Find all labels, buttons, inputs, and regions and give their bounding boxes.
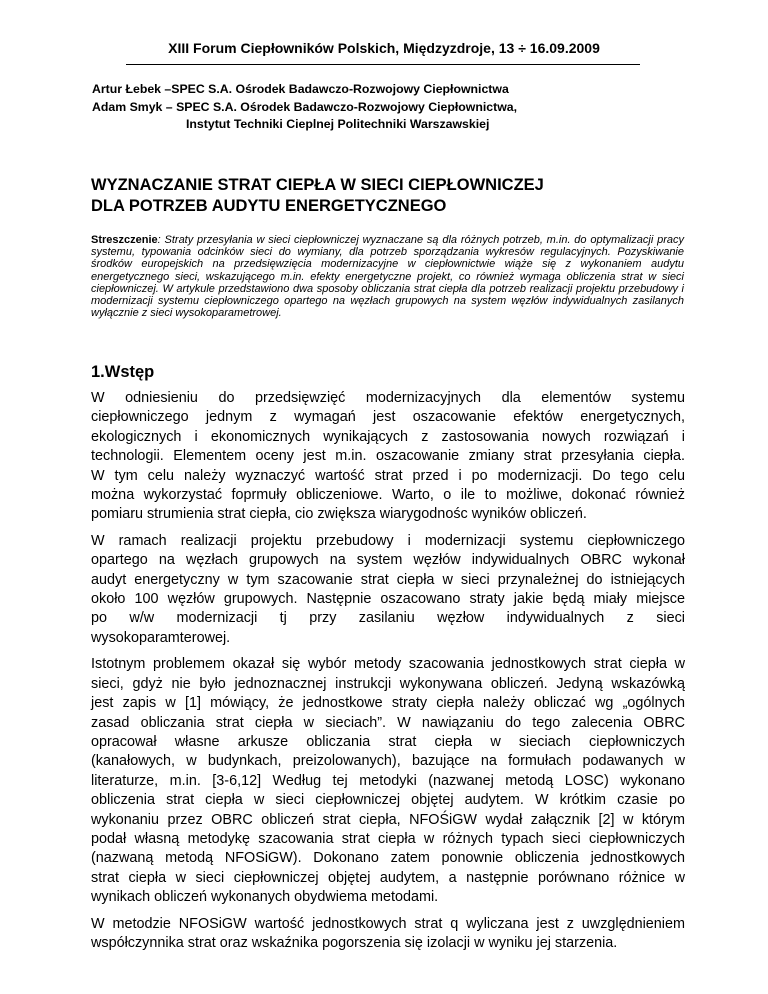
text-line: zasad obliczania strat ciepła w sieciach”. W nawiązaniu do tego zalecenia OBRC: [91, 714, 685, 731]
author-block: [92, 81, 517, 134]
text-line: W ramach realizacji projektu przebudowy i modernizacji systemu ciepłowniczego: [91, 532, 685, 549]
body-paragraph: [91, 915, 685, 954]
text-line: obliczenia strat ciepła w sieci ciepłowniczej objętej audytem. W krótkim czasie po: [91, 792, 685, 809]
text-line: można wykorzystać foprmuły obliczeniowe. Warto, o ile to możliwe, dokonać również: [91, 487, 685, 504]
title-line: DLA POTRZEB AUDYTU ENERGETYCZNEGO: [91, 197, 447, 215]
text-line: opartego na węzłach grupowych na system węzłów indywidualnych OBRC wykonał: [91, 552, 685, 569]
text-line: podał własną metodykę szacowania strat ciepła w różnych typach sieci ciepłowniczych: [91, 830, 685, 847]
abstract-text: : Straty przesyłania w sieci ciepłowniczej wyznaczane są dla różnych potrzeb, m.in. do optymalizacji pracy systemu, typowania odcinków sieci do wymiany, dla potrzeb sporządzania wykresów regulacyjnych. Pozyskiwanie środków europejskich na przedsięwzięcia modernizacyjne w ciepłownictwie wiąże się z wykonaniem audytu energetycznego sieci, wskazującego m.in. efekty energetyczne projekt, co również wymaga obliczenia strat w sieci ciepłowniczej. W artykule przedstawiono dwa sposoby obliczania strat ciepła dla potrzeb realizacji projektu przebudowy i modernizacji systemu ciepłowniczego opartego na węzłach grupowych na system węzłów indywidualnych zasilanych wyłącznie z sieci wysokoparametrowej.: [91, 234, 684, 320]
text-line: wysokoparamterowej.: [91, 629, 231, 646]
author-line: Artur Łebek –SPEC S.A. Ośrodek Badawczo-Rozwojowy Ciepłownictwa: [92, 82, 509, 96]
text-line: (kanałowych, w budynkach, preizolowanych), bazujące na formułach podawanych w: [91, 753, 685, 770]
text-line: ekologicznych i ekonomicznych wynikających z zastosowania nowych rozwiązań i: [91, 428, 685, 445]
text-line: opracował własne arkusze obliczania strat ciepła w sieciach ciepłowniczych: [91, 733, 685, 750]
text-line: wykonaniu przez OBRC obliczeń strat ciepła, NFOŚiGW wydał załącznik [2] w którym: [91, 811, 685, 828]
text-line: pomiaru strumienia strat ciepła, cio zwiększa wiarygodnośc wyników obliczeń.: [91, 506, 587, 523]
body-paragraph: [91, 532, 685, 648]
text-line: wynikach obliczeń wykonanych obydwiema metodami.: [91, 889, 439, 906]
header-rule: [126, 64, 640, 65]
text-line: po w/w modernizacji tj przy zasilaniu węzłow indywidualnych z sieci: [91, 610, 685, 627]
title-line: WYZNACZANIE STRAT CIEPŁA W SIECI CIEPŁOWNICZEJ: [91, 176, 544, 194]
text-line: W tym celu należy wyznaczyć wartość strat przed i po modernizacji. Do tego celu: [91, 467, 685, 484]
abstract: [91, 234, 684, 319]
text-line: W metodzie NFOSiGW wartość jednostkowych strat q wyliczana jest z uwzględnieniem: [91, 915, 685, 932]
body-paragraph: [91, 655, 685, 907]
text-line: około 100 węzłów grupowych. Następnie oszacowano straty jakie będą miały miejsce: [91, 591, 685, 608]
body-paragraph: [91, 389, 685, 525]
text-line: (nazwaną metodą NFOSiGW). Dokonano zatem ponownie obliczenia jednostkowych: [91, 850, 685, 867]
conference-header: XIII Forum Ciepłowników Polskich, Międzyzdroje, 13 ÷ 16.09.2009: [168, 40, 600, 56]
text-line: strat ciepła w sieci ciepłowniczej objętej audytem, a następnie porównano różnice w: [91, 869, 685, 886]
text-line: Istotnym problemem okazał się wybór metody szacowania jednostkowych strat ciepła w: [91, 656, 685, 673]
text-line: współczynnika strat oraz wskaźnika pogorszenia się izolacji w wyniku jej starzenia.: [91, 934, 618, 951]
text-line: audyt energetyczny w tym szacowanie strat ciepła w sieci przynależnej do istniejących: [91, 571, 685, 588]
text-line: technologii. Elementem oceny jest m.in. oszacowanie zmiany strat przesyłania ciepła.: [91, 448, 685, 465]
paper-title: [91, 175, 544, 217]
section-body: [91, 389, 685, 960]
text-line: literaturze, m.in. [3-6,12] Według tej metodyki (nazwanej metodą LOSC) wykonano: [91, 772, 685, 789]
author-affiliation: Instytut Techniki Cieplnej Politechniki Warszawskiej: [186, 117, 490, 131]
author-line: Adam Smyk – SPEC S.A. Ośrodek Badawczo-Rozwojowy Ciepłownictwa,: [92, 99, 518, 114]
abstract-label: Streszczenie: [91, 234, 158, 246]
section-heading: 1.Wstęp: [91, 363, 155, 381]
text-line: sieci, gdyż nie było jednoznacznej instrukcji wykonywana obliczeń. Jedyną wskazówką: [91, 675, 685, 692]
text-line: ciepłowniczego jednym z wymagań jest oszacowanie efektów energetycznych,: [91, 409, 685, 426]
text-line: W odniesieniu do przedsięwzięć modernizacyjnych dla elementów systemu: [91, 390, 685, 406]
text-line: jest zapis w [1] mówiący, że jednostkowe straty ciepła należy obliczać wg „ogólnych: [91, 695, 685, 712]
